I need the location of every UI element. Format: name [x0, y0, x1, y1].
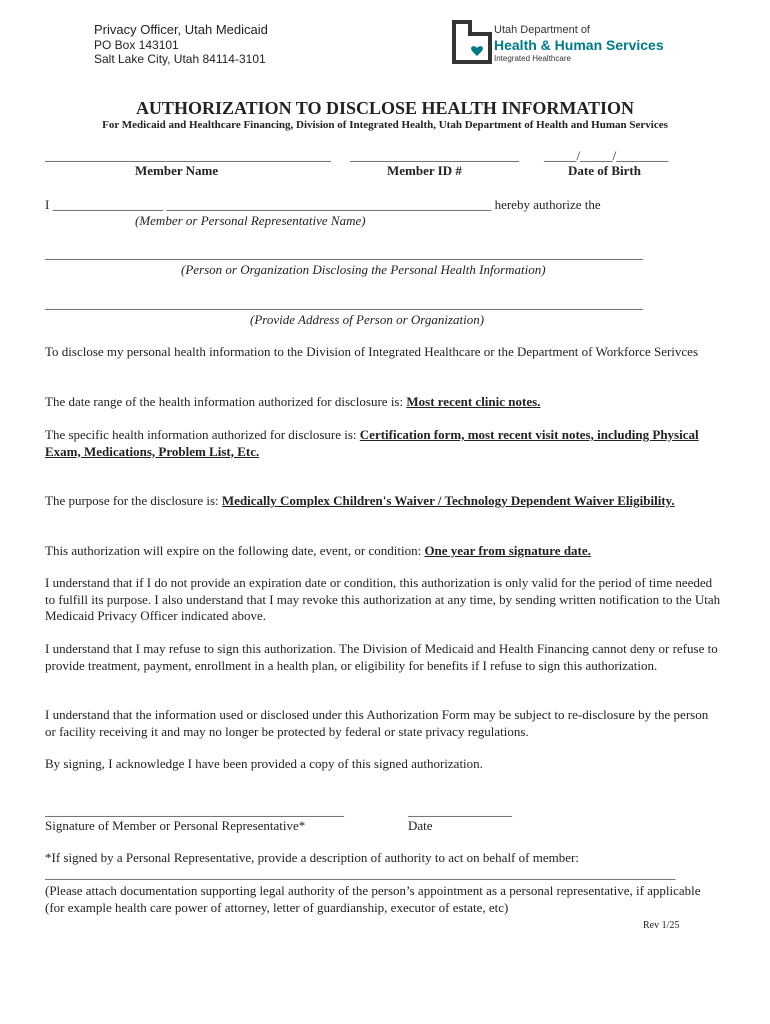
- redisclosure-paragraph: I understand that the information used or disclosed under this Authorization Form may be subject to re-disclosure by the person or facility receiving it and may no longer be protected by federal or state privacy regulations.: [45, 707, 709, 739]
- date-range-value: Most recent clinic notes.: [406, 394, 541, 409]
- authorizer-label: (Member or Personal Representative Name): [135, 213, 366, 228]
- form-subtitle: For Medicaid and Healthcare Financing, Division of Integrated Health, Utah Department of Health and Human Services: [102, 119, 668, 131]
- purpose-prefix: The purpose for the disclosure is:: [45, 493, 222, 508]
- signature-label: Signature of Member or Personal Representative*: [45, 818, 306, 833]
- disclose-to-statement: To disclose my personal health information to the Division of Integrated Healthcare or the Department of Workforce Serivces: [45, 344, 699, 359]
- representative-authority-field[interactable]: _________________________________________________________________________________________________: [45, 866, 676, 881]
- signature-field[interactable]: ______________________________________________: [45, 803, 344, 818]
- expiration-prefix: This authorization will expire on the following date, event, or condition:: [45, 543, 425, 558]
- recipient-name: Privacy Officer, Utah Medicaid: [94, 22, 268, 37]
- attach-documentation-note: (Please attach documentation supporting legal authority of the person’s appointment as a personal representative, if applicable (for example health care power of attorney, letter of guardianship, executor of estate, etc): [45, 883, 701, 915]
- revision-label: Rev 1/25: [643, 920, 680, 931]
- discloser-address-field[interactable]: ____________________________________________________________________________________________: [45, 296, 643, 311]
- dob-field[interactable]: _____/_____/________: [544, 148, 669, 163]
- representative-note: *If signed by a Personal Representative, provide a description of authority to act on behalf of member:: [45, 850, 579, 865]
- recipient-po-box: PO Box 143101: [94, 38, 179, 52]
- signature-date-field[interactable]: ________________: [408, 803, 512, 818]
- member-id-label: Member ID #: [387, 163, 462, 178]
- specific-info-statement: [45, 427, 721, 460]
- purpose-value: Medically Complex Children's Waiver / Technology Dependent Waiver Eligibility.: [221, 493, 675, 508]
- signature-date-label: Date: [408, 818, 433, 833]
- dhhs-logo: [450, 18, 690, 68]
- logo-division: Integrated Healthcare: [494, 54, 571, 63]
- refuse-paragraph: I understand that I may refuse to sign this authorization. The Division of Medicaid and Health Financing cannot deny or refuse to provide treatment, payment, enrollment in a health plan, or eligibility for benefits if I refuse to sign this authorization.: [45, 641, 718, 673]
- copy-acknowledgement: By signing, I acknowledge I have been provided a copy of this signed authorization.: [45, 756, 483, 771]
- member-id-field[interactable]: __________________________: [350, 148, 519, 163]
- utah-state-icon: [450, 18, 494, 66]
- logo-department: Utah Department of: [494, 24, 590, 36]
- revoke-paragraph: I understand that if I do not provide an expiration date or condition, this authorization is only valid for the period of time needed to fulfill its purpose. I also understand that I may revoke this authorization at any time, by sending written notification to the Utah Medicaid Privacy Officer indicated above.: [45, 575, 721, 623]
- specific-info-prefix: The specific health information authorized for disclosure is:: [45, 427, 360, 442]
- expiration-value: One year from signature date.: [424, 543, 591, 558]
- authorizer-name-field[interactable]: I _________________ __________________________________________________ hereby authorize the: [45, 197, 601, 212]
- discloser-field[interactable]: ____________________________________________________________________________________________: [45, 246, 643, 261]
- logo-agency: Health & Human Services: [494, 37, 664, 53]
- expiration-statement: [45, 543, 721, 560]
- discloser-label: (Person or Organization Disclosing the Personal Health Information): [181, 262, 546, 277]
- purpose-statement: [45, 493, 721, 510]
- member-name-field[interactable]: ____________________________________________: [45, 148, 331, 163]
- discloser-address-label: (Provide Address of Person or Organization): [250, 312, 485, 327]
- form-title: AUTHORIZATION TO DISCLOSE HEALTH INFORMATION: [135, 98, 635, 118]
- recipient-city: Salt Lake City, Utah 84114-3101: [94, 52, 266, 66]
- specific-info-value: Certification form, most recent visit notes, including Physical Exam, Medications, Problem List, Etc.: [45, 427, 699, 459]
- dob-label: Date of Birth: [568, 163, 641, 178]
- date-range-statement: [45, 394, 721, 411]
- member-name-label: Member Name: [135, 163, 219, 178]
- date-range-prefix: The date range of the health information authorized for disclosure is:: [45, 394, 407, 409]
